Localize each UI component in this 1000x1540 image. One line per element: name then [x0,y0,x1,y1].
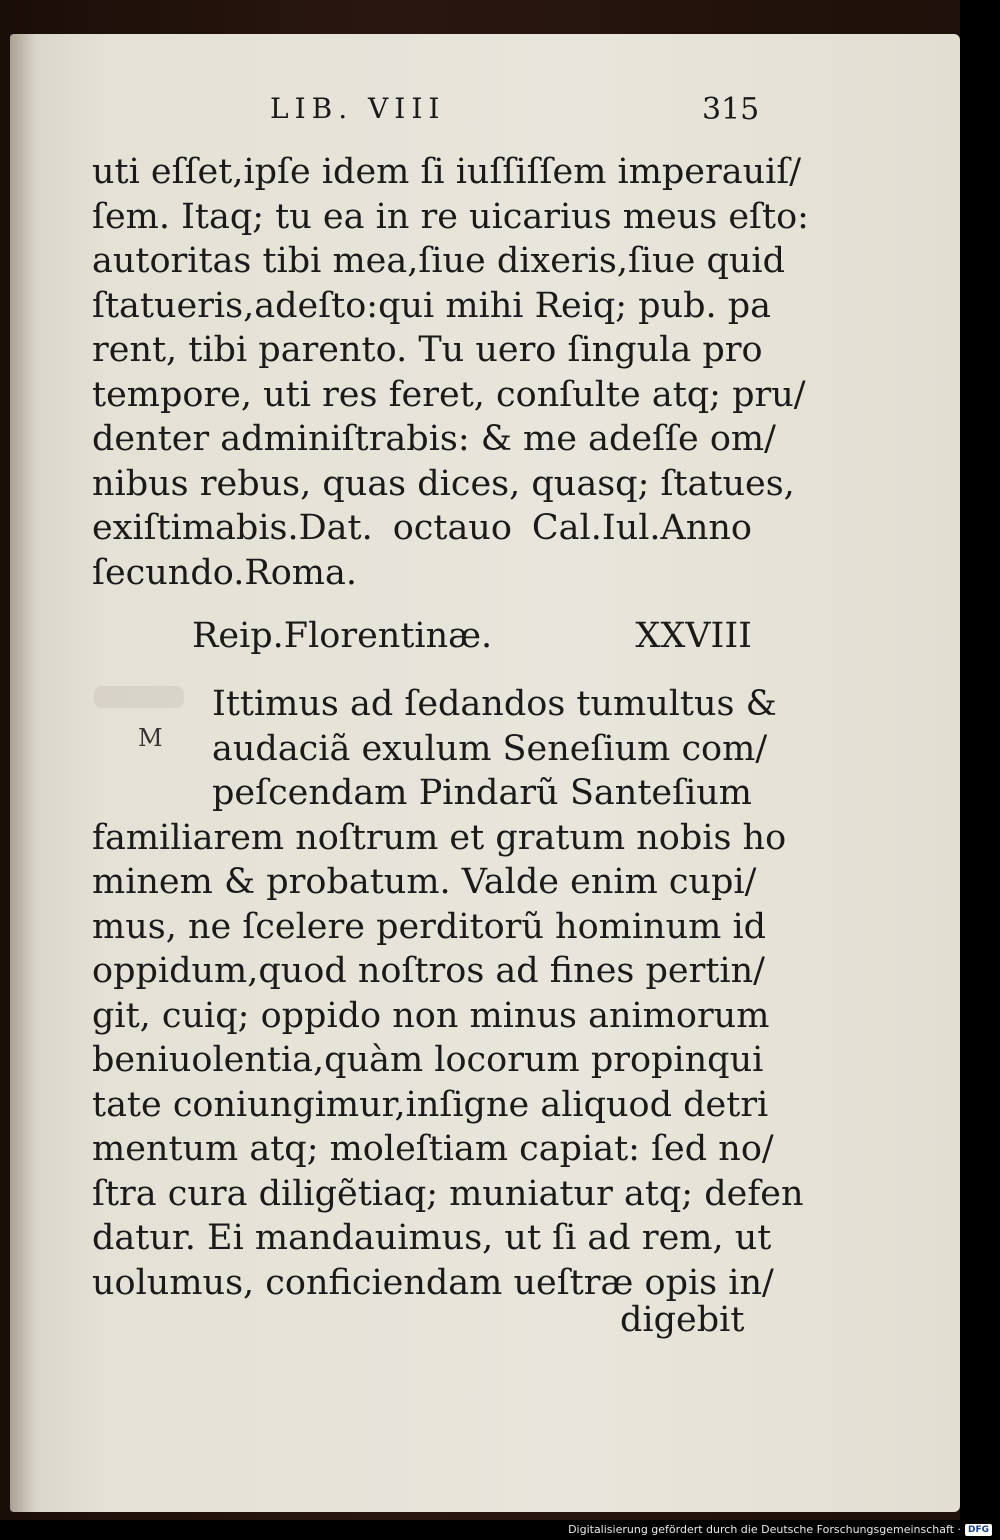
text-line: beniuolentia,quàm locorum propinqui [92,1040,764,1080]
running-head: LIB. VIII [270,92,446,125]
letter-2-text [92,682,804,1305]
letter-2-heading [192,616,752,656]
text-line: Ittimus ad ſedandos tumultus & [212,684,777,724]
text-line: familiarem noſtrum et gratum nobis ho [92,817,787,858]
page-number: 315 [702,92,760,127]
letter-1-text [92,150,809,595]
letter-number: XXVIII [635,616,752,656]
catchword: digebit [620,1300,745,1340]
text-line: ſtra cura diligẽtiaq; muniatur atq; defen [92,1173,804,1214]
page-gutter-shadow [10,34,36,1512]
text-line: audaciã exulum Seneſium com/ [212,728,768,769]
text-line: ſecundo.Roma. [92,552,357,593]
text-line: peſcendam Pindarũ Santeſium [212,773,752,813]
text-line: datur. Ei mandauimus, ut ſi ad rem, ut [92,1218,772,1258]
letter-addressee: Reip.Florentinæ. [192,616,493,656]
guide-initial: M [138,724,163,752]
text-line: mentum atq; moleſtiam capiat: ſed no/ [92,1129,774,1169]
text-line: ſem. Itaq; tu ea in re uicarius meus eſto: [92,196,809,237]
text-line: nibus rebus, quas dices, quasq; ſtatues, [92,463,795,504]
text-line: tate coniungimur,inſigne aliquod detri [92,1084,769,1125]
text-line: minem & probatum. Valde enim cupi/ [92,862,757,902]
text-line: autoritas tibi mea,ſiue dixeris,ſiue quid [92,241,786,281]
text-line: denter adminiſtrabis: & me adeſſe om/ [92,419,776,459]
digitization-credit [568,1523,992,1536]
text-line: tempore, uti res feret, conſulte atq; pru/ [92,374,806,415]
text-line: ſtatueris,adeſto:qui mihi Reiq; pub. pa [92,285,772,326]
text-line: mus, ne ſcelere perditorũ hominum id [92,906,767,947]
text-line: git, cuiq; oppido non minus animorum [92,995,770,1036]
dfg-logo: DFG [965,1524,992,1536]
credit-text: Digitalisierung gefördert durch die Deutsche Forschungsgemeinschaft · [568,1523,961,1536]
text-line: oppidum,quod noſtros ad fines pertin/ [92,951,765,991]
text-line: rent, tibi parento. Tu uero ſingula pro [92,330,763,370]
text-line: uti eſſet,ipſe idem ſi iuſſiſſem imperauiſ/ [92,152,802,192]
text-line: uolumus, conficiendam ueſtræ opis in/ [92,1262,774,1303]
text-line: exiſtimabis.Dat. octauo Cal.Iul.Anno [92,508,752,548]
